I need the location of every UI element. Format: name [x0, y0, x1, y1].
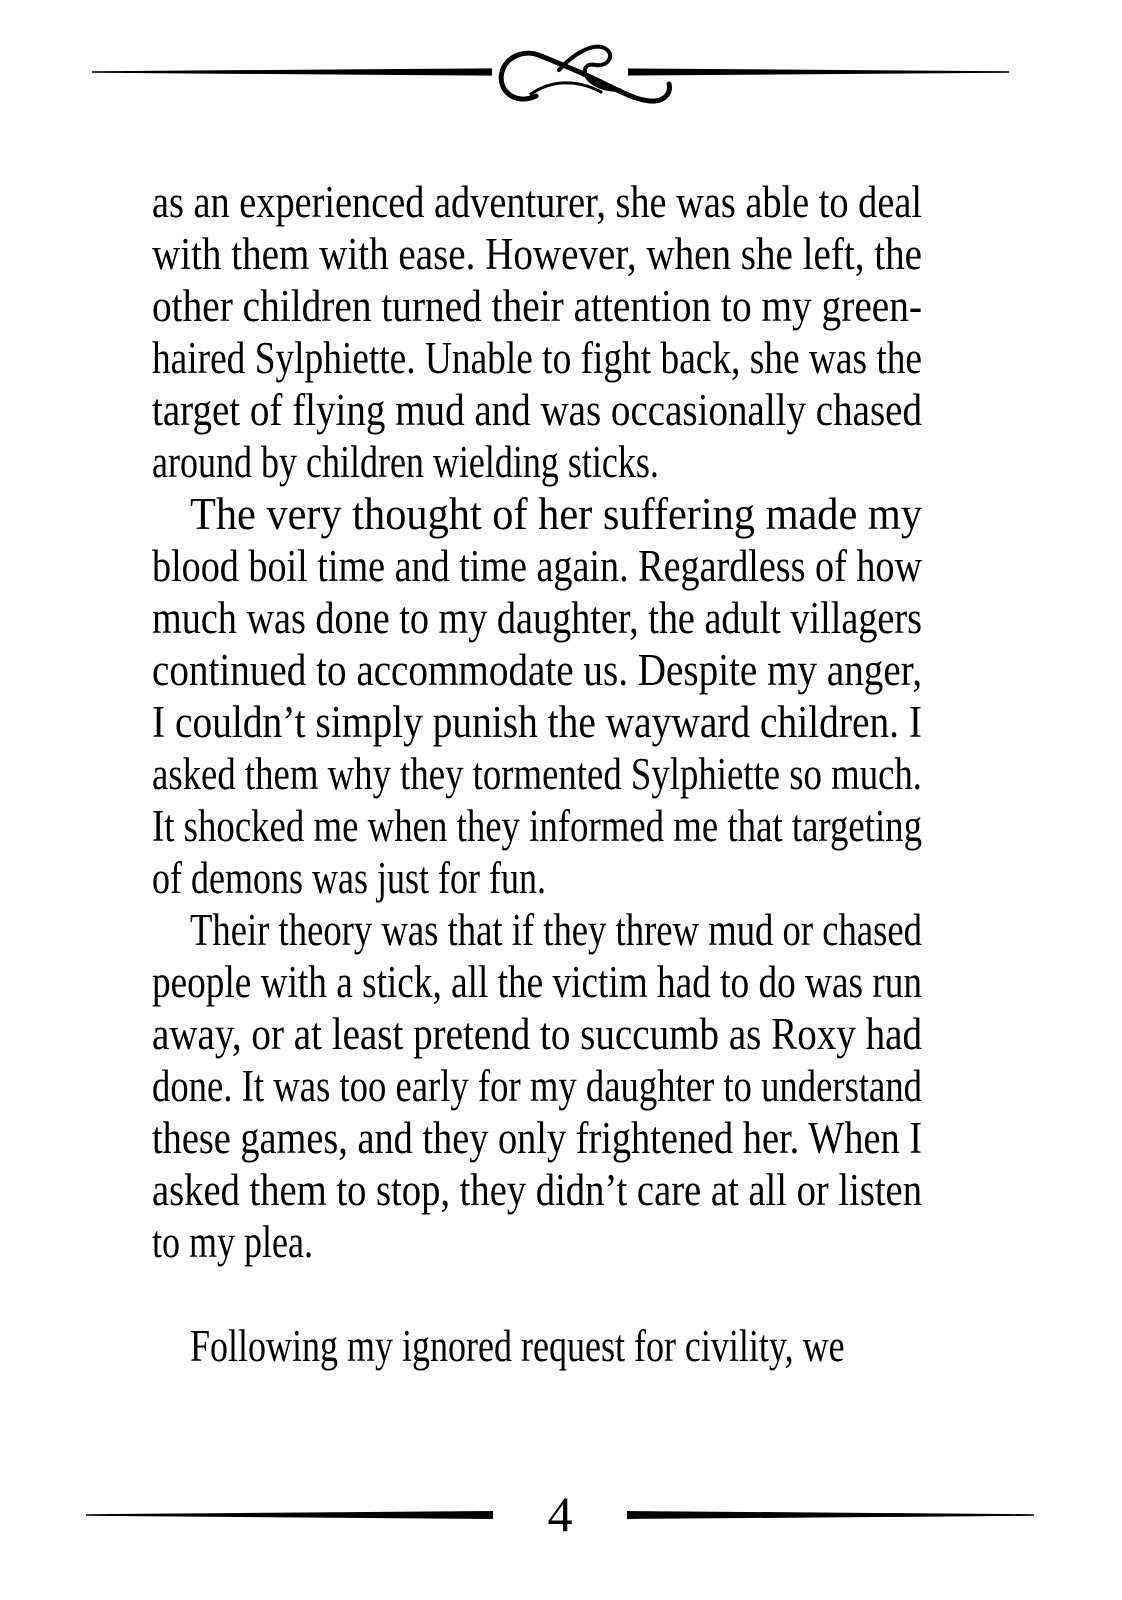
paragraph: [152, 488, 922, 904]
header-flourish-divider-icon: [85, 38, 1030, 122]
text-line: asked them why they tormented Sylphiette so much.: [152, 749, 922, 799]
text-line: It shocked me when they informed me that targeting: [152, 801, 922, 851]
text-block: [152, 176, 922, 1372]
paragraph: [152, 1320, 922, 1372]
text-line: I couldn’t simply punish the wayward children. I: [152, 697, 922, 747]
text-line: Following my ignored request for civility, we: [190, 1321, 845, 1371]
text-line: Their theory was that if they threw mud or chased: [190, 905, 922, 955]
paragraph: [152, 904, 922, 1268]
text-line: done. It was too early for my daughter to understand: [152, 1061, 922, 1111]
text-line: these games, and they only frightened her. When I: [152, 1113, 922, 1163]
text-line: much was done to my daughter, the adult villagers: [152, 593, 922, 643]
text-line: with them with ease. However, when she left, the: [152, 229, 922, 279]
text-line: The very thought of her suffering made my: [190, 489, 922, 539]
page-number: 4: [547, 1486, 573, 1542]
text-line: other children turned their attention to my green-: [152, 281, 922, 331]
text-line: asked them to stop, they didn’t care at all or listen: [152, 1165, 922, 1215]
text-line: of demons was just for fun.: [152, 853, 546, 903]
text-line: people with a stick, all the victim had to do was run: [152, 957, 922, 1007]
paragraph: [152, 176, 922, 488]
text-line: haired Sylphiette. Unable to fight back, she was the: [152, 333, 922, 383]
text-line: away, or at least pretend to succumb as Roxy had: [152, 1009, 922, 1059]
text-line: continued to accommodate us. Despite my anger,: [152, 645, 922, 695]
text-line: to my plea.: [152, 1217, 313, 1267]
text-line: around by children wielding sticks.: [152, 437, 659, 487]
text-line: as an experienced adventurer, she was able to deal: [152, 177, 922, 227]
text-line: target of flying mud and was occasionally chased: [152, 385, 922, 435]
text-line: blood boil time and time again. Regardless of how: [152, 541, 922, 591]
